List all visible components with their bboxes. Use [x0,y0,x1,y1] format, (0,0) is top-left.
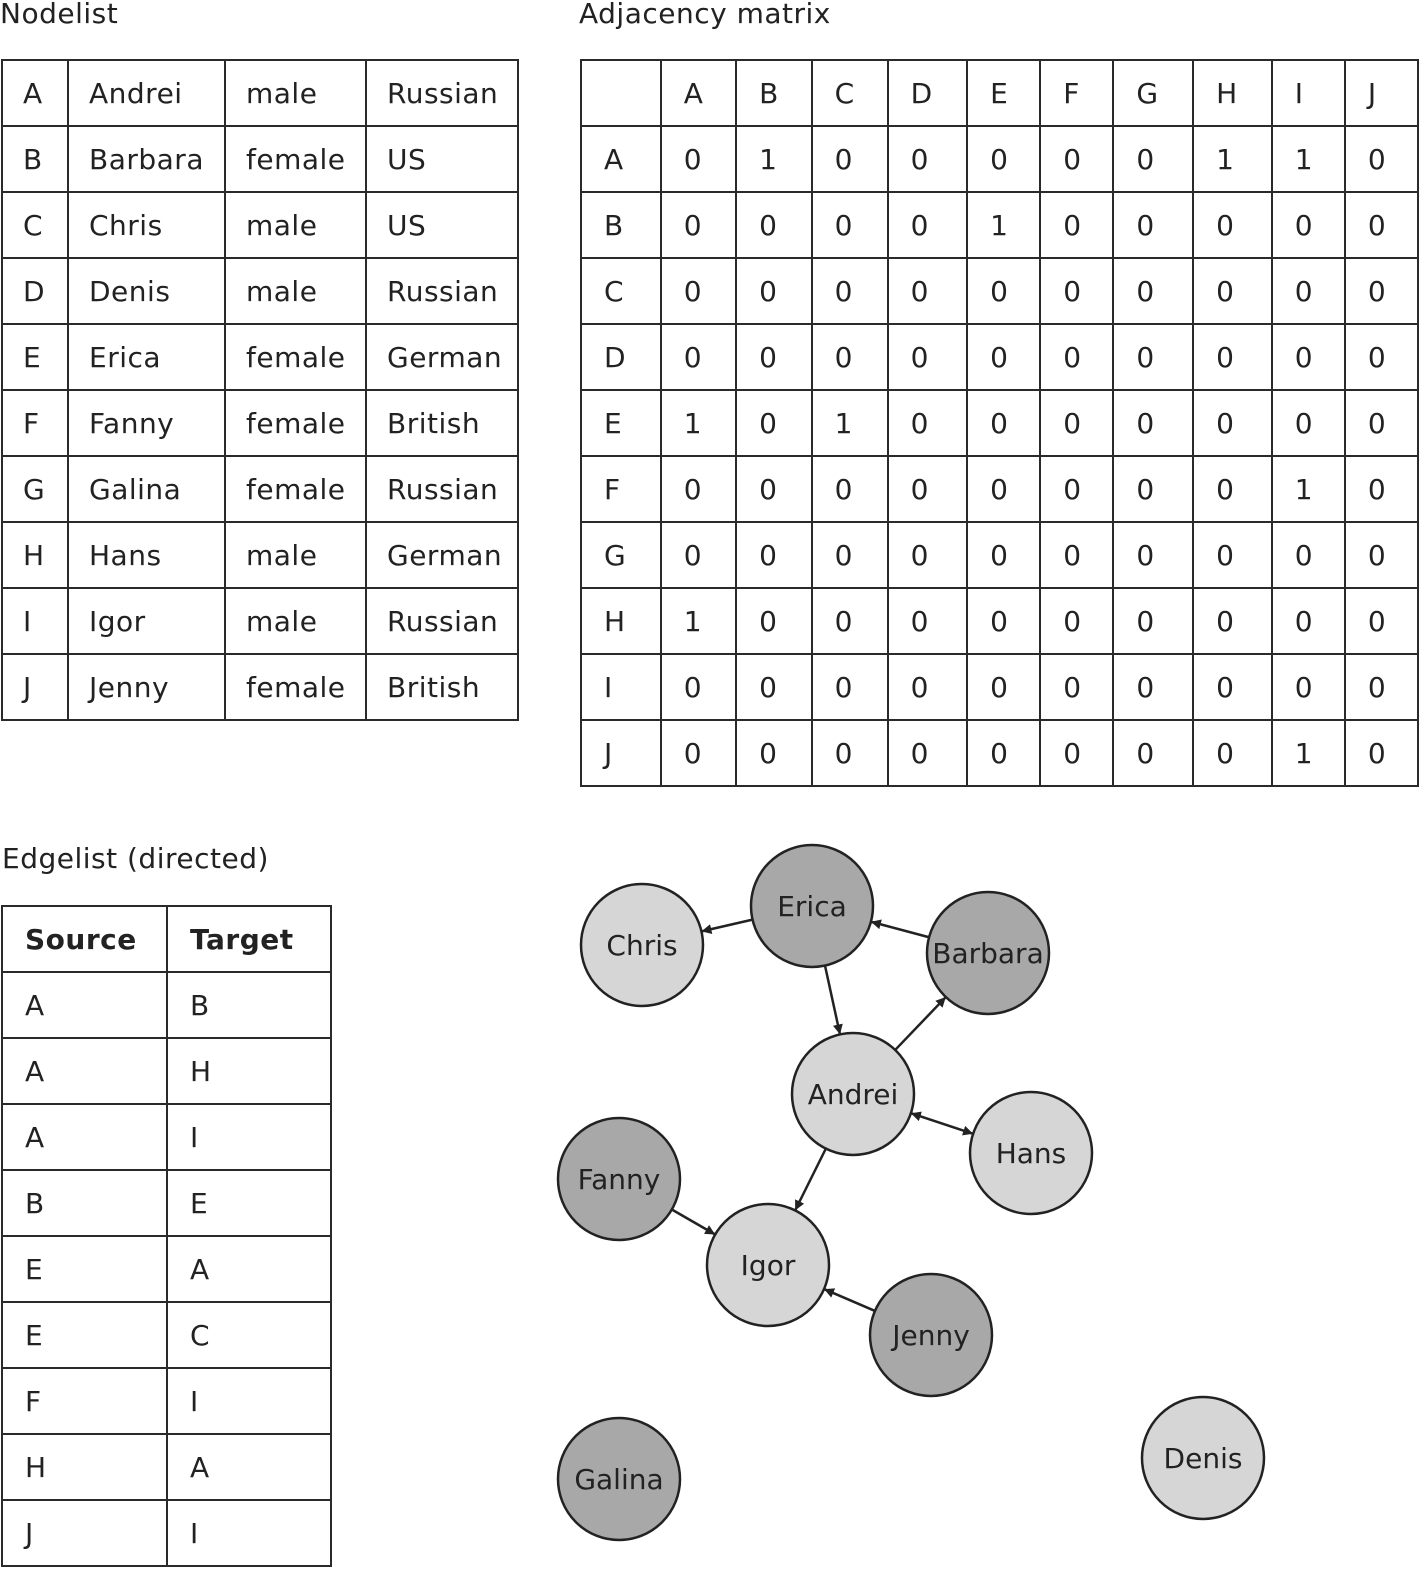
adjacency-cell: 0 [1040,192,1113,258]
adjacency-cell: 0 [1040,126,1113,192]
node-name-cell: Igor [68,588,225,654]
node-name-cell: Erica [68,324,225,390]
edge-A-I [795,1149,826,1211]
adjacency-cell: 0 [1113,720,1193,786]
node-id-cell: I [2,588,68,654]
node-nationality-cell: US [366,192,518,258]
adjacency-cell: 0 [736,720,811,786]
adjacency-cell: 1 [1193,126,1272,192]
adjacency-cell: 0 [1345,258,1418,324]
edgelist-title: Edgelist (directed) [2,842,269,875]
node-id-cell: A [2,60,68,126]
node-gender-cell: female [225,324,366,390]
node-gender-cell: female [225,126,366,192]
edge-source-cell: A [2,1104,167,1170]
adjacency-cell: 0 [736,258,811,324]
adjacency-cell: 0 [1040,456,1113,522]
adjacency-cell: 0 [661,456,736,522]
node-nationality-cell: British [366,654,518,720]
node-nationality-cell: Russian [366,258,518,324]
node-label: Denis [1163,1442,1243,1475]
node-gender-cell: male [225,192,366,258]
adjacency-cell: 0 [1040,720,1113,786]
edge-source-cell: J [2,1500,167,1566]
edge-A-B [895,997,946,1050]
adjacency-row-label: A [581,126,661,192]
edge-target-cell: E [167,1170,331,1236]
edge-target-cell: B [167,972,331,1038]
node-label: Fanny [577,1163,661,1196]
edge-target-cell: I [167,1500,331,1566]
edge-E-C [701,920,752,932]
node-name-cell: Fanny [68,390,225,456]
adjacency-cell: 0 [812,258,888,324]
node-gender-cell: male [225,60,366,126]
adjacency-cell: 0 [967,588,1040,654]
node-nationality-cell: US [366,126,518,192]
node-gender-cell: female [225,654,366,720]
adjacency-cell: 0 [736,324,811,390]
node-name-cell: Andrei [68,60,225,126]
adjacency-cell: 0 [736,522,811,588]
adjacency-cell: 0 [1193,192,1272,258]
node-nationality-cell: Russian [366,588,518,654]
node-gender-cell: female [225,390,366,456]
node-gender-cell: male [225,522,366,588]
adjacency-cell: 0 [661,654,736,720]
adjacency-cell: 0 [736,654,811,720]
adjacency-cell: 0 [967,126,1040,192]
adjacency-cell: 0 [1040,390,1113,456]
adjacency-cell: 0 [1193,390,1272,456]
node-id-cell: C [2,192,68,258]
adjacency-cell: 0 [1272,324,1345,390]
node-nationality-cell: German [366,324,518,390]
adjacency-cell: 0 [888,126,968,192]
edge-A-H [911,1113,973,1134]
adjacency-cell: 0 [661,720,736,786]
adjacency-cell: 0 [812,456,888,522]
node-name-cell: Denis [68,258,225,324]
adjacency-cell: 0 [1040,588,1113,654]
adjacency-cell: 0 [888,588,968,654]
edge-source-cell: F [2,1368,167,1434]
adjacency-cell: 0 [1345,522,1418,588]
adjacency-cell: 0 [812,522,888,588]
adjacency-cell: 0 [967,390,1040,456]
edge-target-cell: A [167,1434,331,1500]
edge-B-E [871,922,929,938]
adjacency-cell: 1 [1272,456,1345,522]
adjacency-cell: 0 [1040,258,1113,324]
node-id-cell: J [2,654,68,720]
adjacency-cell: 0 [1040,522,1113,588]
adjacency-cell: 0 [661,192,736,258]
adjacency-column-label: D [888,60,968,126]
adjacency-column-label: C [812,60,888,126]
adjacency-cell: 0 [1345,456,1418,522]
adjacency-cell: 0 [1272,654,1345,720]
adjacency-cell: 0 [1272,588,1345,654]
adjacency-cell: 0 [1272,258,1345,324]
adjacency-row-label: D [581,324,661,390]
adjacency-cell: 0 [888,456,968,522]
adjacency-cell: 0 [1345,588,1418,654]
edge-source-cell: E [2,1302,167,1368]
adjacency-cell: 0 [736,192,811,258]
adjacency-row-label: G [581,522,661,588]
node-id-cell: F [2,390,68,456]
node-gender-cell: male [225,258,366,324]
node-label: Barbara [932,937,1044,970]
node-gender-cell: male [225,588,366,654]
edge-E-A [825,966,840,1035]
adjacency-cell: 1 [967,192,1040,258]
graph-node-andrei [792,1033,914,1155]
adjacency-cell: 1 [1272,720,1345,786]
adjacency-column-label: F [1040,60,1113,126]
adjacency-cell: 1 [1272,126,1345,192]
nodelist-title: Nodelist [0,0,119,30]
graph-node-hans [970,1092,1092,1214]
node-id-cell: D [2,258,68,324]
node-label: Erica [777,890,847,923]
node-id-cell: G [2,456,68,522]
edgelist-header-target: Target [167,906,331,972]
node-label: Andrei [807,1078,899,1111]
adjacency-cell: 0 [1193,720,1272,786]
edge-target-cell: H [167,1038,331,1104]
adjacency-cell: 0 [1345,126,1418,192]
adjacency-cell: 0 [661,258,736,324]
adjacency-cell: 0 [1113,654,1193,720]
adjacency-cell: 0 [1345,720,1418,786]
adjacency-cell: 0 [1193,522,1272,588]
adjacency-cell: 0 [1193,258,1272,324]
adjacency-row-label: C [581,258,661,324]
node-name-cell: Hans [68,522,225,588]
edge-source-cell: A [2,972,167,1038]
adjacency-cell: 0 [1193,654,1272,720]
node-nationality-cell: Russian [366,456,518,522]
node-gender-cell: female [225,456,366,522]
adjacency-cell: 0 [1113,588,1193,654]
adjacency-column-label: A [661,60,736,126]
adjacency-cell: 0 [888,390,968,456]
edge-target-cell: A [167,1236,331,1302]
adjacency-cell: 0 [1193,324,1272,390]
edge-target-cell: I [167,1368,331,1434]
adjacency-cell: 0 [967,258,1040,324]
graph-node-erica [751,845,873,967]
node-name-cell: Chris [68,192,225,258]
adjacency-cell: 0 [661,522,736,588]
node-id-cell: H [2,522,68,588]
adjacency-cell: 0 [967,522,1040,588]
adjacency-cell: 0 [812,588,888,654]
adjacency-column-label: E [967,60,1040,126]
adjacency-cell: 0 [1113,258,1193,324]
adjacency-cell: 0 [888,720,968,786]
adjacency-cell: 0 [812,192,888,258]
adjacency-column-label: H [1193,60,1272,126]
adjacency-column-label: J [1345,60,1418,126]
adjacency-title: Adjacency matrix [579,0,831,30]
adjacency-cell: 0 [736,588,811,654]
adjacency-cell: 1 [661,588,736,654]
adjacency-row-label: B [581,192,661,258]
adjacency-cell: 0 [1113,390,1193,456]
graph-node-denis [1142,1397,1264,1519]
adjacency-cell: 0 [1113,324,1193,390]
adjacency-cell: 0 [736,456,811,522]
adjacency-cell: 0 [967,456,1040,522]
node-label: Jenny [892,1319,970,1352]
adjacency-cell: 0 [967,654,1040,720]
node-name-cell: Barbara [68,126,225,192]
node-name-cell: Jenny [68,654,225,720]
node-id-cell: E [2,324,68,390]
edge-F-I [672,1209,715,1234]
adjacency-cell: 0 [1272,390,1345,456]
adjacency-row-label: J [581,720,661,786]
adjacency-cell: 0 [1193,456,1272,522]
adjacency-cell: 0 [812,720,888,786]
adjacency-cell: 0 [888,324,968,390]
adjacency-cell: 0 [1272,192,1345,258]
edgelist-header-source: Source [2,906,167,972]
adjacency-cell: 0 [1040,654,1113,720]
adjacency-cell: 1 [661,390,736,456]
graph-node-chris [581,884,703,1006]
adjacency-cell: 0 [888,258,968,324]
adjacency-row-label: E [581,390,661,456]
edge-target-cell: I [167,1104,331,1170]
adjacency-cell: 0 [736,390,811,456]
edge-source-cell: B [2,1170,167,1236]
adjacency-row-label: I [581,654,661,720]
adjacency-cell: 0 [967,324,1040,390]
node-nationality-cell: German [366,522,518,588]
adjacency-cell: 0 [812,654,888,720]
adjacency-cell: 0 [967,720,1040,786]
edge-source-cell: A [2,1038,167,1104]
adjacency-cell: 0 [1040,324,1113,390]
node-name-cell: Galina [68,456,225,522]
adjacency-row-label: F [581,456,661,522]
adjacency-cell: 0 [1345,390,1418,456]
adjacency-cell: 0 [661,126,736,192]
adjacency-cell: 0 [812,324,888,390]
node-label: Galina [574,1463,664,1496]
adjacency-cell: 0 [1193,588,1272,654]
graph-node-jenny [870,1274,992,1396]
node-nationality-cell: British [366,390,518,456]
adjacency-column-label: G [1113,60,1193,126]
adjacency-cell: 0 [1345,654,1418,720]
adjacency-row-label: H [581,588,661,654]
edge-J-I [824,1289,875,1311]
adjacency-cell: 0 [888,522,968,588]
node-label: Hans [995,1137,1067,1170]
adjacency-cell: 1 [736,126,811,192]
adjacency-cell: 0 [1345,192,1418,258]
graph-node-fanny [558,1118,680,1240]
node-nationality-cell: Russian [366,60,518,126]
adjacency-cell: 0 [1113,522,1193,588]
adjacency-cell: 0 [1113,192,1193,258]
adjacency-column-label: I [1272,60,1345,126]
adjacency-cell: 0 [812,126,888,192]
adjacency-cell: 1 [812,390,888,456]
node-label: Chris [606,929,678,962]
adjacency-column-label: B [736,60,811,126]
edge-target-cell: C [167,1302,331,1368]
adjacency-cell: 0 [888,192,968,258]
adjacency-cell: 0 [888,654,968,720]
edge-source-cell: E [2,1236,167,1302]
edge-source-cell: H [2,1434,167,1500]
adjacency-cell: 0 [661,324,736,390]
adjacency-cell: 0 [1113,456,1193,522]
graph-node-galina [558,1418,680,1540]
node-id-cell: B [2,126,68,192]
graph-node-barbara [927,892,1049,1014]
adjacency-cell: 0 [1272,522,1345,588]
adjacency-cell: 0 [1113,126,1193,192]
adjacency-cell: 0 [1345,324,1418,390]
graph-node-igor [707,1204,829,1326]
node-label: Igor [740,1249,796,1282]
